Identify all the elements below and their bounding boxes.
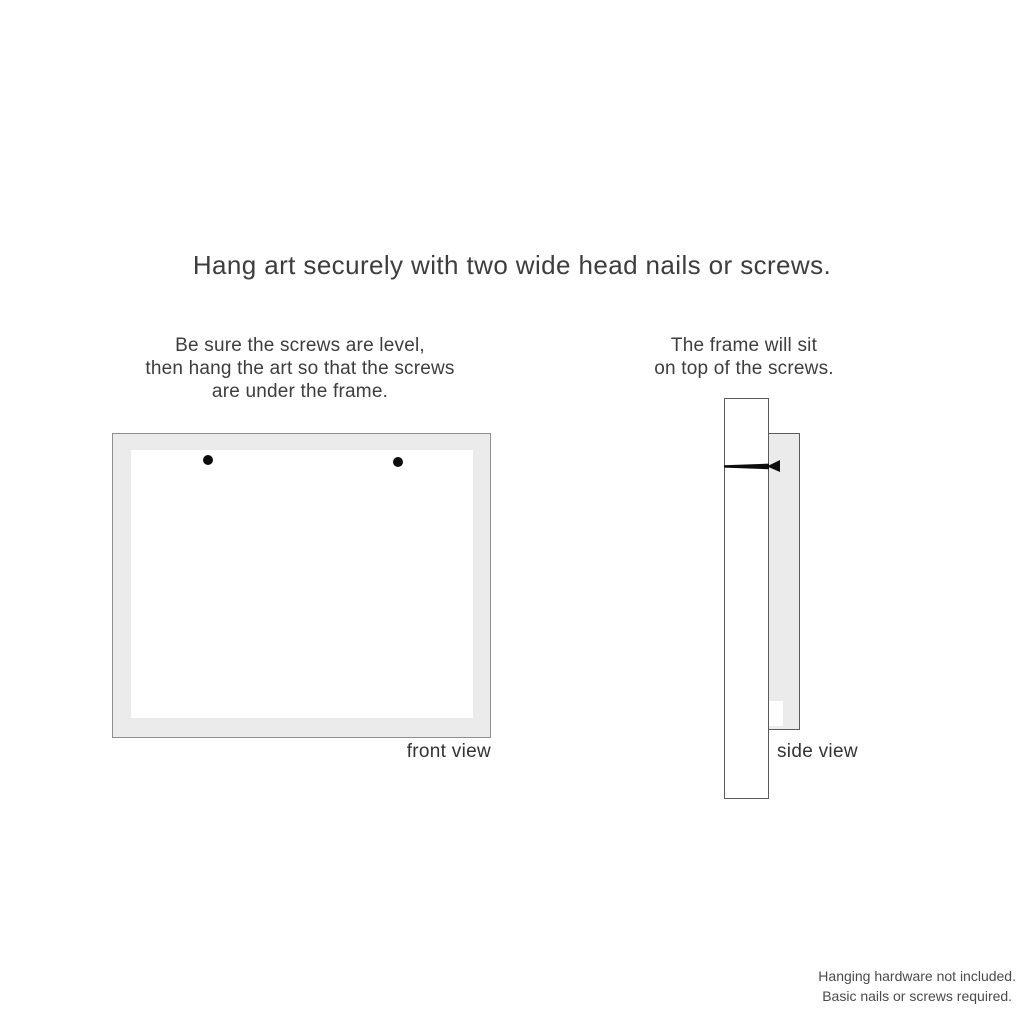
front-view-frame [112,433,491,738]
nail-head-dot-right-icon [393,457,403,467]
side-view-frame [767,433,800,730]
frame-rabbet-notch [769,701,783,726]
nail-icon [722,457,784,475]
page-title: Hang art securely with two wide head nails or screws. [192,250,832,280]
side-view-instruction-line-2: on top of the screws. [654,358,834,379]
side-view-instructions [634,334,854,380]
front-view-artwork-area [131,450,473,718]
footnote-line-2: Basic nails or screws required. [822,988,1013,1004]
side-view-instruction-line-1: The frame will sit [670,335,818,356]
footnote-line-1: Hanging hardware not included. [818,968,1016,984]
front-view-instruction-line-3: are under the frame. [211,381,389,402]
side-view-caption: side view [777,741,858,762]
front-view-caption: front view [406,741,491,762]
nail-head-dot-left-icon [203,455,213,465]
front-view-instruction-line-2: then hang the art so that the screws [145,358,455,379]
hardware-footnote [818,966,1016,1006]
front-view-instruction-line-1: Be sure the screws are level, [175,335,425,356]
front-view-instructions [110,334,490,403]
